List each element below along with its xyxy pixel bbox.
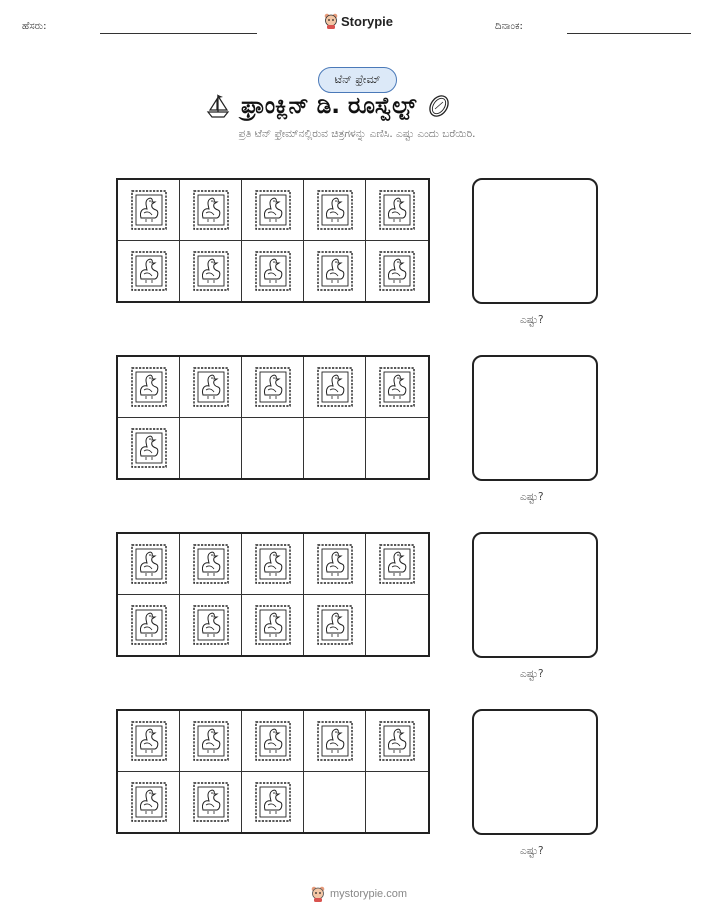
ten-frame-cell [118,772,180,833]
duck-stamp-icon [130,604,168,646]
footer-site[interactable]: mystorypie.com [330,888,408,900]
ten-frame-cell [366,418,428,479]
ten-frame-cell [366,534,428,595]
duck-stamp-icon [192,781,230,823]
name-line[interactable] [100,33,257,34]
ten-frame-cell [304,534,366,595]
storypie-mascot-icon [324,13,338,29]
ten-frame-cell [366,180,428,241]
ten-frame-cell [180,241,242,302]
ten-frame-cell [242,241,304,302]
ten-frame-cell [304,418,366,479]
how-many-label-2: ಎಷ್ಟು? [520,491,544,503]
ten-frame-cell [118,534,180,595]
duck-stamp-icon [316,366,354,408]
duck-stamp-icon [254,250,292,292]
duck-stamp-icon [254,189,292,231]
footer [310,886,407,902]
how-many-label-4: ಎಷ್ಟು? [520,845,544,857]
ten-frame-cell [242,534,304,595]
ten-frame-cell [118,241,180,302]
ten-frame-cell [180,180,242,241]
duck-stamp-icon [192,366,230,408]
ten-frame-cell [366,711,428,772]
duck-stamp-icon [378,543,416,585]
duck-stamp-icon [130,427,168,469]
ten-frame-4 [116,709,430,834]
ten-frame-cell [118,418,180,479]
duck-stamp-icon [130,366,168,408]
duck-stamp-icon [254,781,292,823]
answer-box-4[interactable] [472,709,598,835]
duck-stamp-icon [316,543,354,585]
duck-stamp-icon [254,543,292,585]
ten-frame-cell [242,595,304,656]
ten-frame-cell [180,595,242,656]
title-row [205,93,452,119]
ten-frame-cell [304,180,366,241]
duck-stamp-icon [316,604,354,646]
brand-logo [324,13,393,29]
ten-frame-cell [180,418,242,479]
ten-frame-cell [242,772,304,833]
worksheet-type-badge: ಟೆನ್ ಫ್ರೇಮ್ [318,67,397,93]
ten-frame-cell [366,357,428,418]
duck-stamp-icon [254,604,292,646]
duck-stamp-icon [316,250,354,292]
duck-stamp-icon [192,250,230,292]
ten-frame-cell [118,180,180,241]
ten-frame-cell [304,595,366,656]
answer-box-1[interactable] [472,178,598,304]
ten-frame-cell [180,534,242,595]
duck-stamp-icon [192,720,230,762]
ten-frame-cell [366,772,428,833]
duck-stamp-icon [378,720,416,762]
ten-frame-1 [116,178,430,303]
ten-frame-cell [242,418,304,479]
ten-frame-cell [242,180,304,241]
ten-frame-cell [118,595,180,656]
duck-stamp-icon [378,189,416,231]
sailboat-icon [205,93,231,119]
storypie-mascot-icon [310,886,326,902]
answer-box-3[interactable] [472,532,598,658]
ten-frame-cell [118,357,180,418]
duck-stamp-icon [316,189,354,231]
ten-frame-cell [180,772,242,833]
duck-stamp-icon [192,189,230,231]
duck-stamp-icon [130,250,168,292]
duck-stamp-icon [316,720,354,762]
answer-box-2[interactable] [472,355,598,481]
ten-frame-cell [366,241,428,302]
ten-frame-cell [304,357,366,418]
duck-stamp-icon [254,366,292,408]
ten-frame-cell [180,357,242,418]
duck-stamp-icon [192,604,230,646]
instructions: ಪ್ರತಿ ಟೆನ್ ಫ್ರೇಮ್‌ನಲ್ಲಿರುವ ಚಿತ್ರಗಳನ್ನು ಎಣಿಸಿ. ಎಷ್ಟು ಎಂದು ಬರೆಯಿರಿ. [238,128,476,140]
duck-stamp-icon [254,720,292,762]
date-label: ದಿನಾಂಕ: [495,21,523,32]
ten-frame-cell [118,711,180,772]
ten-frame-cell [304,241,366,302]
duck-stamp-icon [130,781,168,823]
ten-frame-2 [116,355,430,480]
name-label: ಹೆಸರು: [22,21,47,32]
duck-stamp-icon [378,366,416,408]
ten-frame-cell [304,711,366,772]
ten-frame-cell [366,595,428,656]
how-many-label-3: ಎಷ್ಟು? [520,668,544,680]
dime-coin-icon [426,93,452,119]
ten-frame-cell [304,772,366,833]
duck-stamp-icon [378,250,416,292]
duck-stamp-icon [130,543,168,585]
duck-stamp-icon [192,543,230,585]
brand-name: Storypie [341,13,394,29]
ten-frame-cell [180,711,242,772]
ten-frame-cell [242,711,304,772]
how-many-label-1: ಎಷ್ಟು? [520,314,544,326]
ten-frame-cell [242,357,304,418]
date-line[interactable] [567,33,691,34]
ten-frame-3 [116,532,430,657]
duck-stamp-icon [130,720,168,762]
worksheet-title: ಫ್ರಾಂಕ್ಲಿನ್ ಡಿ. ರೂಸ್ವೆಲ್ಟ್ [241,93,417,119]
duck-stamp-icon [130,189,168,231]
